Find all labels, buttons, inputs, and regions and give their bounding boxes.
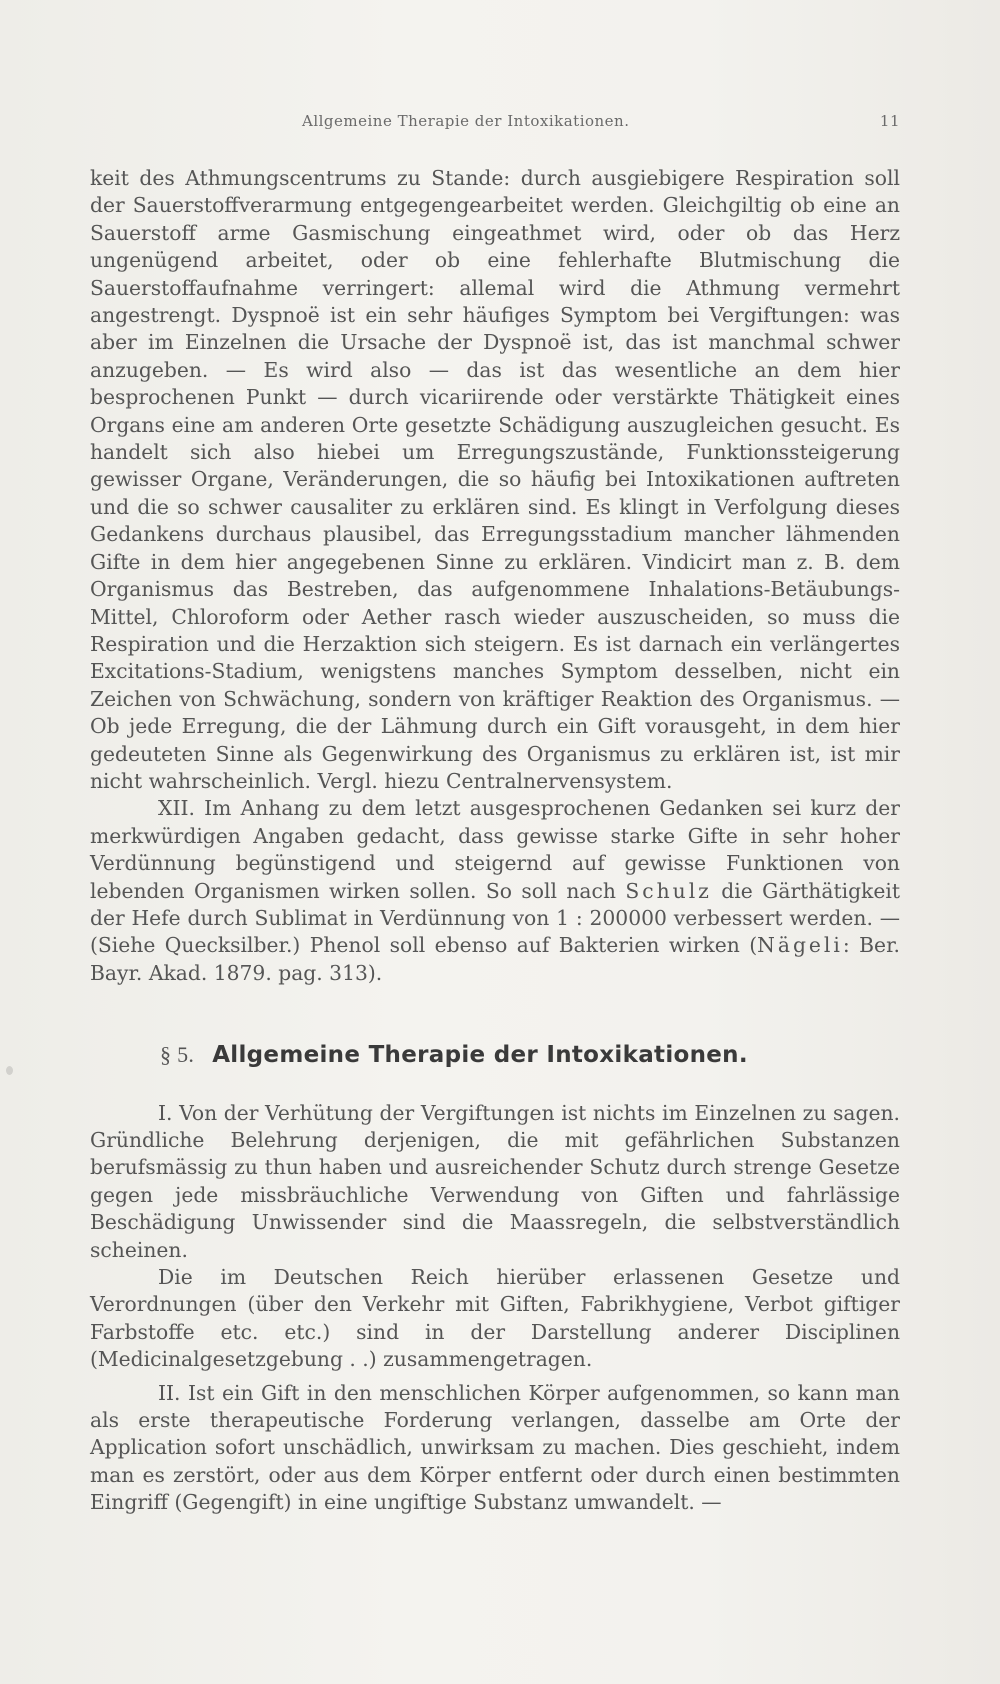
paragraph-xii-text-end: : Ber. Bayr. Akad. 1879. pag. 313).	[90, 933, 900, 985]
paragraph-ii: II. Ist ein Gift in den menschlichen Körper aufgenommen, so kann man als erste therapeutische Forderung verlangen, dasselbe am Orte der Application sofort unschädlich, unwirksam zu machen. Dies geschieht, indem man es zerstört, oder aus dem Körper entfernt oder durch einen bestimmten Eingriff (Gegengift) in eine ungiftige Substanz umwandelt. —	[90, 1380, 900, 1515]
paragraph-i: I. Von der Verhütung der Vergiftungen ist nichts im Einzelnen zu sagen. Gründliche Belehrung derjenigen, die mit gefährlichen Substanzen berufsmässig zu thun haben und ausreichender Schutz durch strenge Gesetze gegen jede missbräuchliche Verwendung von Giften und fahrlässige Beschädigung Unwissender sind die Maassregeln, die selbstverständlich scheinen.	[90, 1100, 900, 1262]
author-name-naegeli: Nägeli	[757, 933, 843, 958]
section-heading	[160, 1041, 900, 1069]
paragraph-xii	[90, 795, 900, 987]
section-number: § 5.	[160, 1042, 195, 1068]
section-title: Allgemeine Therapie der Intoxikationen.	[212, 1042, 748, 1069]
page-number: 11	[879, 112, 900, 130]
page-body	[90, 165, 900, 1517]
paper-speck	[6, 1066, 13, 1075]
author-name-schulz: Schulz	[625, 878, 712, 903]
paragraph-xii-text-middle: die Gärthätigkeit der Hefe durch Sublimat in Verdünnung von 1 : 200000 verbessert werden. — (Siehe Quecksilber.) Phenol soll ebenso auf Bakterien wirken (	[90, 878, 900, 958]
running-title: Allgemeine Therapie der Intoxikationen.	[302, 112, 630, 130]
paragraph-laws: Die im Deutschen Reich hierüber erlassenen Gesetze und Verordnungen (über den Verkehr mit Giften, Fabrikhygiene, Verbot giftiger Farbstoffe etc. etc.) sind in der Darstellung anderer Disciplinen (Medicinalgesetzgebung . .) zusammengetragen.	[90, 1265, 900, 1372]
paragraph-continuation: keit des Athmungscentrums zu Stande: durch ausgiebigere Respiration soll der Sauerstoffverarmung entgegengearbeitet werden. Gleichgiltig ob eine an Sauerstoff arme Gasmischung eingeathmet wird, oder ob das Herz ungenügend arbeitet, oder ob eine fehlerhafte Blutmischung die Sauerstoffaufnahme verringert: allemal wird die Athmung vermehrt angestrengt. Dyspnoë ist ein sehr häufiges Symptom bei Vergiftungen: was aber im Einzelnen die Ursache der Dyspnoë ist, das ist manchmal schwer anzugeben. — Es wird also — das ist das wesentliche an dem hier besprochenen Punkt — durch vicariirende oder verstärkte Thätigkeit eines Organs eine am anderen Orte gesetzte Schädigung auszugleichen gesucht. Es handelt sich also hiebei um Erregungszustände, Funktionssteigerung gewisser Organe, Veränderungen, die so häufig bei Intoxikationen auftreten und die so schwer causaliter zu erklären sind. Es klingt in Verfolgung dieses Gedankens durchaus plausibel, das Erregungsstadium mancher lähmenden Gifte in dem hier angegebenen Sinne zu erklären. Vindicirt man z. B. dem Organismus das Bestreben, das aufgenommene Inhalations-Betäubungs-Mittel, Chloroform oder Aether rasch wieder auszuscheiden, so muss die Respiration und die Herzaktion sich steigern. Es ist darnach ein verlängertes Excitations-Stadium, wenigstens manches Symptom desselben, nicht ein Zeichen von Schwächung, sondern von kräftiger Reaktion des Organismus. — Ob jede Erregung, die der Lähmung durch ein Gift vorausgeht, in dem hier gedeuteten Sinne als Gegenwirkung des Organismus zu erklären ist, ist mir nicht wahrscheinlich. Vergl. hiezu Centralnervensystem.	[90, 166, 900, 793]
paragraph-xii-text-start: XII. Im Anhang zu dem letzt ausgesprochenen Gedanken sei kurz der merkwürdigen Angaben gedacht, dass gewisse starke Gifte in sehr hoher Verdünnung begünstigend und steigernd auf gewisse Funktionen von lebenden Organismen wirken sollen. So soll nach	[90, 796, 900, 903]
